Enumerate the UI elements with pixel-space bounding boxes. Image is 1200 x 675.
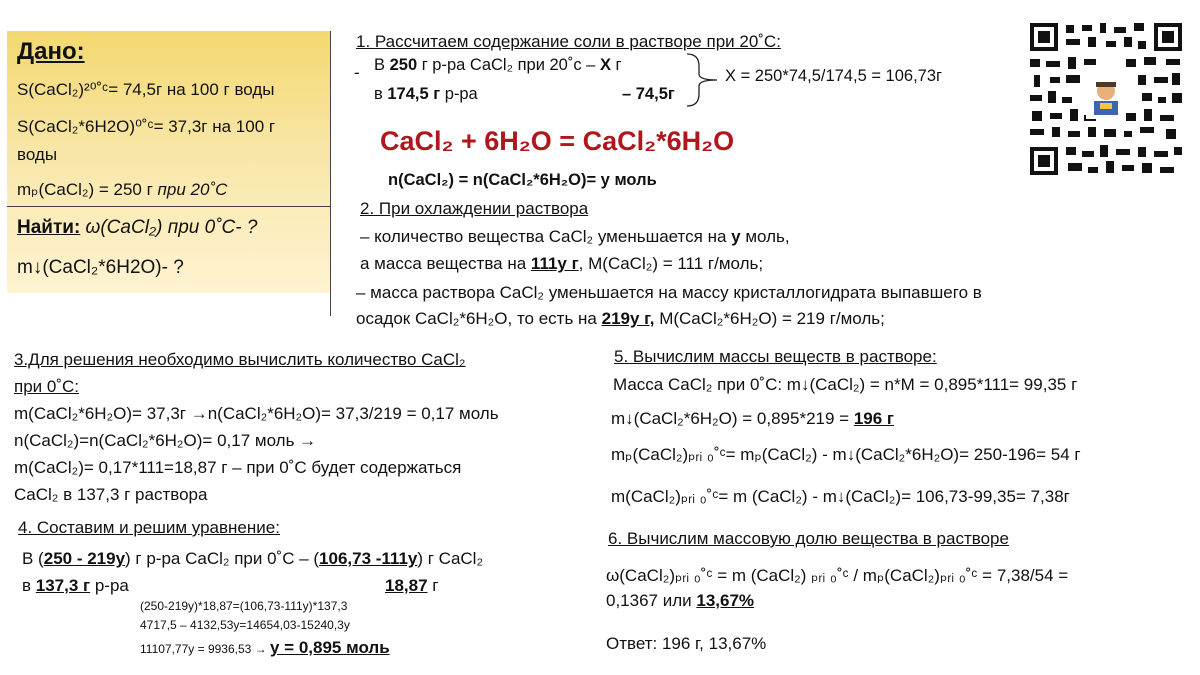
step3-line3: m(CaCl₂)= 0,17*111=18,87 г – при 0˚С будет содержаться [14, 458, 462, 477]
step2-line1: – количество вещества CaCl₂ уменьшается на у моль, [360, 227, 790, 246]
given-heading: Дано: [17, 38, 85, 65]
step3-title-a: 3.Для решения необходимо вычислить количество CaCl₂ [14, 350, 466, 369]
given-line2b: воды [17, 145, 58, 164]
step2-line2: а масса вещества на 111у г, M(CaCl₂) = 111 г/моль; [360, 254, 764, 273]
step2-line3: – масса раствора CaCl₂ уменьшается на массу кристаллогидрата выпавшего в [356, 283, 982, 302]
given-line3: mₚ(CaCl₂) = 250 г при 20˚С [17, 180, 228, 199]
step1-dash: - [354, 63, 360, 82]
step4-calc2: 4717,5 – 4132,53у=14654,03-15240,3у [140, 618, 350, 632]
step6-title: 6. Вычислим массовую долю вещества в растворе [608, 529, 1009, 548]
reaction-equation: CaCl₂ + 6H₂O = CaCl₂*6H₂O [380, 126, 735, 156]
step1-row2-value: – 74,5г [622, 85, 675, 103]
divider-horizontal [7, 206, 330, 207]
step4-title: 4. Составим и решим уравнение: [18, 518, 280, 537]
divider-vertical [330, 31, 331, 316]
step3-line2: n(CaCl₂)=n(CaCl₂*6H₂O)= 0,17 моль → [14, 431, 317, 450]
step2-title: 2. При охлаждении раствора [360, 199, 589, 218]
step4-calc3: 11107,77у = 9936,53 → у = 0,895 моль [140, 638, 390, 657]
step2-line4: осадок CaCl₂*6H₂O, то есть на 219у г, M(CaCl₂*6H₂O) = 219 г/моль; [356, 309, 885, 328]
given-line1: S(CaCl₂)²⁰˚ᶜ= 74,5г на 100 г воды [17, 80, 275, 99]
step3-line4: CaCl₂ в 137,3 г раствора [14, 485, 208, 504]
step5-line2: m↓(CaCl₂*6H₂O) = 0,895*219 = 196 г [611, 409, 894, 428]
step1-result: Х = 250*74,5/174,5 = 106,73г [725, 67, 943, 85]
step3-title-b: при 0˚С: [14, 377, 79, 396]
step5-line1: Масса CaCl₂ при 0˚С: m↓(CaCl₂) = n*M = 0,895*111= 99,35 г [613, 375, 1078, 394]
step5-line3: mₚ(CaCl₂)ₚᵣᵢ ₀˚ᶜ= mₚ(CaCl₂) - m↓(CaCl₂*6H₂O)= 250-196= 54 г [611, 445, 1081, 464]
step1-row2: в 174,5 г р-ра [374, 85, 478, 103]
find-line2: m↓(CaCl₂*6H2O)- ? [17, 257, 184, 278]
answer: Ответ: 196 г, 13,67% [606, 634, 767, 653]
step6-line2: 0,1367 или 13,67% [606, 591, 755, 610]
step4-row2: в 137,3 г р-ра [22, 576, 129, 595]
brace-icon [683, 52, 723, 108]
qr-code-icon [1026, 19, 1186, 179]
find-line1: Найти: ω(CaCl₂) при 0˚С- ? [17, 217, 258, 238]
step1-title: 1. Рассчитаем содержание соли в растворе при 20˚С: [356, 32, 781, 51]
step1-row1: В 250 г р-ра CaCl₂ при 20˚с – Х г [374, 56, 622, 74]
step4-row1: В (250 - 219у) г р-ра CaCl₂ при 0˚С – (106,73 -111у) г CaCl₂ [22, 549, 484, 568]
given-line2a: S(CaCl₂*6H2O)⁰˚ᶜ= 37,3г на 100 г [17, 117, 276, 136]
step5-title: 5. Вычислим массы веществ в растворе: [614, 347, 937, 366]
step4-row2-value: 18,87 г [385, 576, 439, 595]
step4-calc1: (250-219у)*18,87=(106,73-111у)*137,3 [140, 599, 348, 613]
step3-line1: m(CaCl₂*6H₂O)= 37,3г →n(CaCl₂*6H₂O)= 37,3/219 = 0,17 моль [14, 404, 499, 423]
step6-line1: ω(CaCl₂)ₚᵣᵢ ₀˚ᶜ = m (CaCl₂) ₚᵣᵢ ₀˚ᶜ / mₚ(CaCl₂)ₚᵣᵢ ₀˚ᶜ = 7,38/54 = [606, 566, 1069, 585]
reaction-moles: n(CaCl₂) = n(CaCl₂*6H₂O)= у моль [388, 171, 657, 189]
step5-line4: m(CaCl₂)ₚᵣᵢ ₀˚ᶜ= m (CaCl₂) - m↓(CaCl₂)= 106,73-99,35= 7,38г [611, 487, 1070, 506]
